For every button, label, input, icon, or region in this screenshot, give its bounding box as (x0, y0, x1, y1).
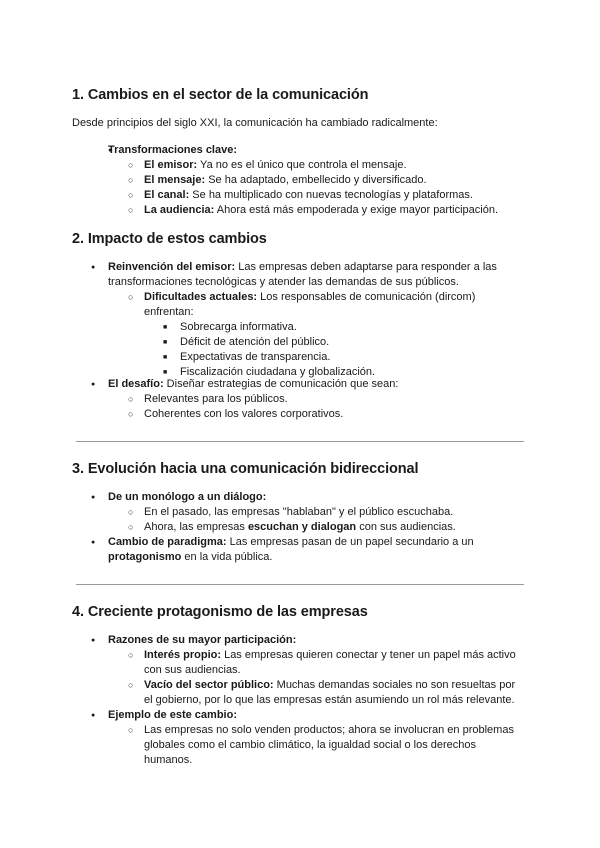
circle-bullet-icon: ○ (128, 522, 134, 532)
item-text: Sobrecarga informativa. (180, 321, 297, 333)
item-text: Se ha multiplicado con nuevas tecnologías y plataformas. (189, 189, 473, 201)
circle-bullet-icon: ○ (128, 205, 134, 215)
list-item (128, 648, 534, 663)
item-text-continued: con sus audiencias. (144, 664, 241, 676)
section-3-list-b (91, 535, 528, 565)
section-2-sublist-b (128, 392, 524, 422)
section-4-list-b (91, 708, 528, 723)
item-text: Los responsables de comunicación (dircom) (257, 291, 476, 303)
circle-bullet-icon: ○ (128, 409, 134, 419)
square-bullet-icon: ■ (163, 369, 168, 376)
item-text: Las empresas no solo venden productos; ahora se involucran en problemas (144, 724, 514, 736)
square-bullet-icon: ■ (163, 339, 168, 346)
section-3-sublist (128, 505, 534, 535)
section-1-intro: Desde principios del siglo XXI, la comunicación ha cambiado radicalmente: (72, 117, 438, 129)
section-1-heading: 1. Cambios en el sector de la comunicación (72, 87, 369, 103)
bold-label: Razones de su mayor participación: (108, 634, 297, 646)
list-item (128, 520, 534, 535)
section-1-list (108, 143, 237, 158)
bold-label: De un monólogo a un diálogo: (108, 491, 267, 503)
circle-bullet-icon: ○ (128, 394, 134, 404)
disc-bullet-icon: ● (91, 264, 96, 271)
circle-bullet-icon: ○ (128, 507, 134, 517)
item-text-continued: globales como el cambio climático, la igualdad social o los derechos (144, 739, 477, 751)
list-item (91, 708, 528, 723)
circle-bullet-icon: ○ (128, 680, 134, 690)
bold-label: Ejemplo de este cambio: (108, 709, 237, 721)
list-item (128, 723, 534, 738)
item-text: con sus audiencias. (356, 521, 456, 533)
section-3-list (91, 490, 528, 505)
section-4-sublist-b (128, 723, 534, 768)
section-2-heading: 2. Impacto de estos cambios (72, 231, 267, 247)
circle-bullet-icon: ○ (128, 160, 134, 170)
item-text-continued: transformaciones tecnológicas y atender las demandas de sus públicos. (108, 276, 459, 288)
list-item (163, 350, 520, 365)
list-item (163, 320, 520, 335)
item-text: Las empresas quieren conectar y tener un papel más activo (221, 649, 516, 661)
disc-bullet-icon: ● (91, 637, 96, 644)
section-2-list-b (91, 377, 528, 392)
item-text: Muchas demandas sociales no son resueltas por (273, 679, 516, 691)
section-4-sublist (128, 648, 534, 708)
list-item (91, 535, 528, 550)
section-4-heading: 4. Creciente protagonismo de las empresas (72, 604, 368, 620)
list-item (91, 490, 528, 505)
circle-bullet-icon: ○ (128, 190, 134, 200)
divider (76, 584, 524, 585)
bold-label: Vacío del sector público: (144, 679, 274, 691)
list-item (128, 505, 534, 520)
circle-bullet-icon: ○ (128, 725, 134, 735)
disc-bullet-icon: ● (91, 494, 96, 501)
section-2-subsublist (163, 320, 520, 380)
list-item (128, 678, 534, 693)
item-text: Fiscalización ciudadana y globalización. (180, 366, 376, 378)
list-item (128, 158, 544, 173)
item-text: Diseñar estrategias de comunicación que sean: (163, 378, 399, 390)
bold-label: Cambio de paradigma: (108, 536, 227, 548)
bold-label: El canal: (144, 189, 190, 201)
item-text: Expectativas de transparencia. (180, 351, 331, 363)
circle-bullet-icon: ○ (128, 650, 134, 660)
bold-label: Interés propio: (144, 649, 222, 661)
item-text: Relevantes para los públicos. (144, 393, 288, 405)
square-bullet-icon: ■ (163, 354, 168, 361)
item-text: Las empresas deben adaptarse para responder a las (235, 261, 497, 273)
list-item (91, 377, 528, 392)
list-item (163, 335, 520, 350)
list-item (128, 173, 544, 188)
section-2-sublist (128, 290, 524, 320)
item-text: Ahora está más empoderada y exige mayor participación. (214, 204, 499, 216)
square-bullet-icon: ■ (163, 324, 168, 331)
bold-label: El emisor: (144, 159, 198, 171)
item-text: Déficit de atención del público. (180, 336, 330, 348)
bold-label: Reinvención del emisor: (108, 261, 236, 273)
bold-label: Dificultades actuales: (144, 291, 258, 303)
circle-bullet-icon: ○ (128, 292, 134, 302)
item-text-continued: el gobierno, por lo que las empresas están asumiendo un rol más relevante. (144, 694, 515, 706)
item-text: Ya no es el único que controla el mensaje. (197, 159, 407, 171)
circle-bullet-icon: ○ (128, 175, 134, 185)
bold-text: protagonismo (108, 551, 182, 563)
section-1-sublist (128, 158, 544, 218)
item-text: Ahora, las empresas (144, 521, 248, 533)
bold-label: La audiencia: (144, 204, 215, 216)
list-item (91, 260, 528, 275)
list-item (128, 188, 544, 203)
section-4-list (91, 633, 528, 648)
divider (76, 441, 524, 442)
item-text-continued: enfrentan: (144, 306, 194, 318)
list-item (128, 203, 544, 218)
list-item (128, 290, 524, 305)
list-item (108, 143, 237, 158)
item-text: En el pasado, las empresas "hablaban" y el público escuchaba. (144, 506, 454, 518)
bold-text: escuchan y dialogan (247, 521, 357, 533)
disc-bullet-icon: ● (91, 381, 96, 388)
item-text: Coherentes con los valores corporativos. (144, 408, 344, 420)
item-text-continued: humanos. (144, 754, 193, 766)
list-item (128, 407, 524, 422)
bold-label: El mensaje: (144, 174, 206, 186)
disc-bullet-icon: ● (91, 539, 96, 546)
item-text: Se ha adaptado, embellecido y diversificado. (205, 174, 427, 186)
list-item (128, 392, 524, 407)
item-text-continued (108, 550, 528, 565)
section-3-heading: 3. Evolución hacia una comunicación bidireccional (72, 461, 419, 477)
list-item (91, 633, 528, 648)
bold-label: Transformaciones clave: (108, 144, 238, 156)
item-text: en la vida pública. (181, 551, 273, 563)
section-2-list (91, 260, 528, 290)
disc-bullet-icon: ● (91, 712, 96, 719)
item-text: Las empresas pasan de un papel secundario a un (226, 536, 474, 548)
bold-label: El desafío: (108, 378, 164, 390)
